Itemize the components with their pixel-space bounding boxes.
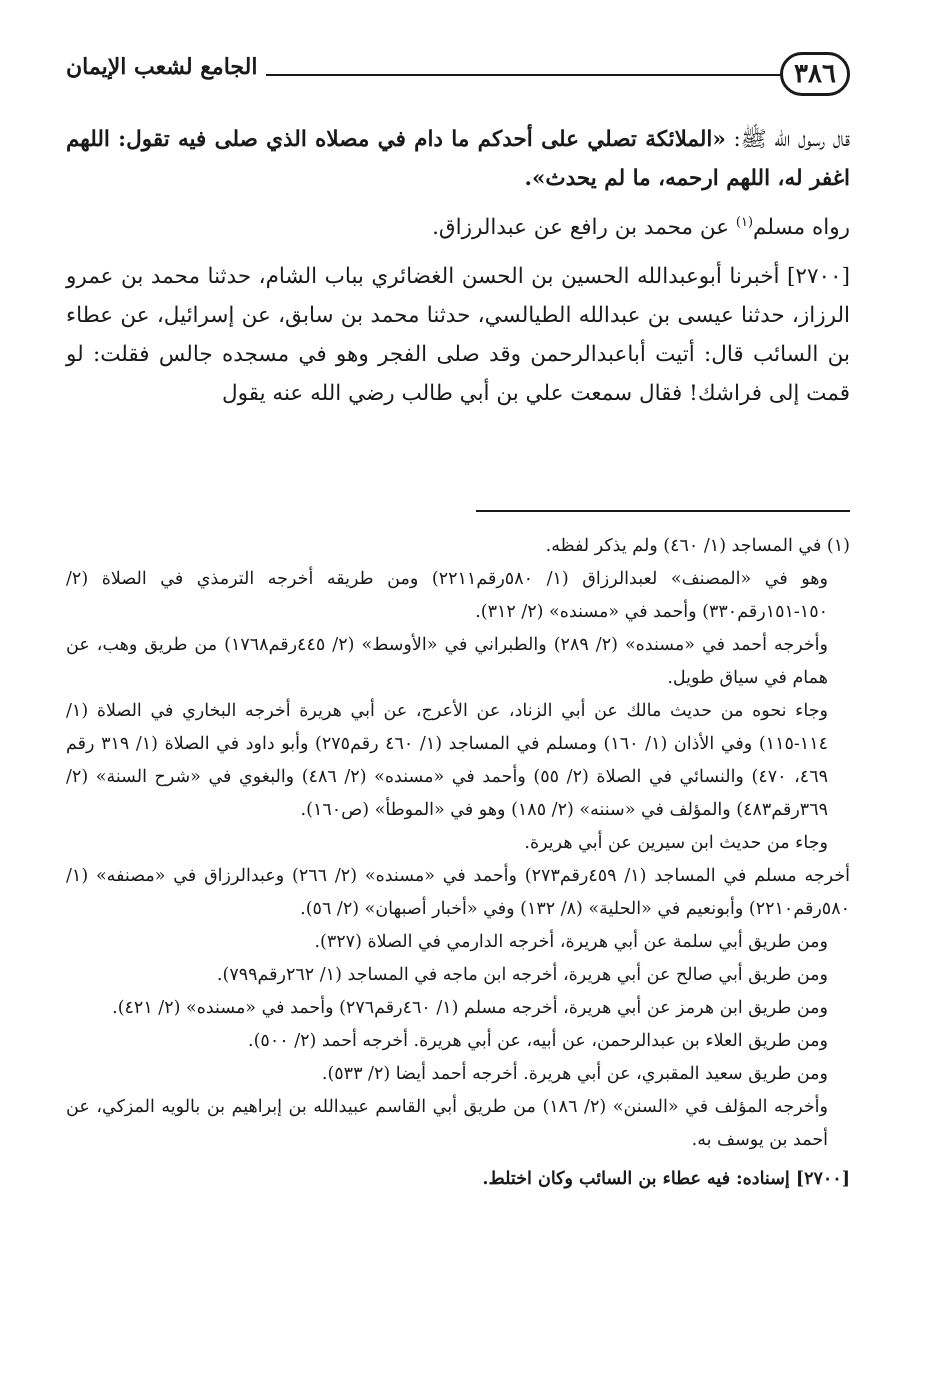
book-page bbox=[66, 40, 850, 1340]
page-header bbox=[66, 46, 850, 110]
footnote-line: وجاء من حديث ابن سيرين عن أبي هريرة. bbox=[524, 833, 828, 853]
hadith-text: «الملائكة تصلي على أحدكم ما دام في مصلاه الذي صلى فيه تقول: اللهم اغفر له، اللهم ارحمه، ما لم يحدث». bbox=[66, 127, 850, 191]
footnote-line: أخرجه مسلم في المساجد (١/ ٤٥٩رقم٢٧٣) وأحمد في «مسنده» (٢/ ٢٦٦) وعبدالرزاق في «مصنفه» (١/ ٥٨٠رقم٢٢١٠) وأبونعيم في «الحلية» (٨/ ١٣٢) وفي «أخبار أصبهان» (٢/ ٥٦). bbox=[66, 866, 851, 919]
footnote-reference: (١) bbox=[735, 214, 754, 230]
footnote-1: (١) في المساجد (١/ ٤٦٠) ولم يذكر لفظه. bbox=[545, 536, 850, 556]
footnote-line: ومن طريق سعيد المقبري، عن أبي هريرة. أخرجه أحمد أيضا (٢/ ٥٣٣). bbox=[321, 1064, 828, 1084]
header-rule bbox=[266, 74, 782, 76]
isnad-note: [٢٧٠٠] إسناده: فيه عطاء بن السائب وكان اختلط. bbox=[482, 1169, 850, 1189]
footnote-separator bbox=[476, 510, 850, 512]
hadith-intro: قال رسول الله ﷺ: bbox=[725, 127, 851, 152]
footnote-line: وأخرجه المؤلف في «السنن» (٢/ ١٨٦) من طريق أبي القاسم عبيدالله بن إبراهيم بن بالويه المزكي، عن أحمد بن يوسف به. bbox=[66, 1097, 828, 1150]
footnote-line: ومن طريق أبي سلمة عن أبي هريرة، أخرجه الدارمي في الصلاة (٣٢٧). bbox=[314, 932, 828, 952]
footnote-line: ومن طريق ابن هرمز عن أبي هريرة، أخرجه مسلم (١/ ٤٦٠رقم٢٧٦) وأحمد في «مسنده» (٢/ ٤٢١). bbox=[112, 998, 828, 1018]
running-title: الجامع لشعب الإيمان bbox=[66, 54, 258, 80]
footnote-line: وجاء نحوه من حديث مالك عن أبي الزناد، عن الأعرج، عن أبي هريرة أخرجه البخاري في الصلاة (١/ ١١٤-١١٥) وفي الأذان (١/ ١٦٠) ومسلم في المساجد (١/ ٤٦٠ رقم٢٧٥) وأبو داود في الصلاة (١/ ٣١٩ رقم ٤٦٩، ٤٧٠) والنسائي في الصلاة (٢/ ٥٥) وأحمد في «مسنده» (٢/ ٤٨٦) والبغوي في «شرح السنة» (٢/ ٣٦٩رقم٤٨٣) والمؤلف في «سننه» (٢/ ١٨٥) وهو في «الموطأ» (ص١٦٠). bbox=[66, 701, 828, 820]
hadith-paragraph bbox=[66, 120, 850, 198]
footnote-line: وهو في «المصنف» لعبدالرزاق (١/ ٥٨٠رقم٢٢١١) ومن طريقه أخرجه الترمذي في الصلاة (٢/ ١٥٠-١٥١رقم٣٣٠) وأحمد في «مسنده» (٢/ ٣١٢). bbox=[66, 569, 828, 622]
page-number: ٣٨٦ bbox=[780, 52, 850, 96]
footnotes bbox=[66, 530, 850, 1196]
main-text bbox=[66, 120, 850, 423]
narration-after-ref: عن محمد بن رافع عن عبدالرزاق. bbox=[432, 215, 736, 240]
isnad-paragraph: [٢٧٠٠] أخبرنا أبوعبدالله الحسين بن الحسن الغضائري بباب الشام، حدثنا محمد بن عمرو الرزاز، حدثنا عيسى بن عبدالله الطيالسي، حدثنا محمد بن سابق، عن إسرائيل، عن عطاء بن السائب قال: أتيت أباعبدالرحمن وقد صلى الفجر وهو في مسجده جالس فقلت: لو قمت إلى فراشك! فقال سمعت علي بن أبي طالب رضي الله عنه يقول bbox=[66, 264, 850, 406]
footnote-line: ومن طريق العلاء بن عبدالرحمن، عن أبيه، عن أبي هريرة. أخرجه أحمد (٢/ ٥٠٠). bbox=[248, 1031, 828, 1051]
footnote-line: وأخرجه أحمد في «مسنده» (٢/ ٢٨٩) والطبراني في «الأوسط» (٢/ ٤٤٥رقم١٧٦٨) من طريق وهب، عن همام في سياق طويل. bbox=[66, 635, 828, 688]
narration-before-ref: رواه مسلم bbox=[753, 215, 850, 240]
footnote-line: ومن طريق أبي صالح عن أبي هريرة، أخرجه ابن ماجه في المساجد (١/ ٢٦٢رقم٧٩٩). bbox=[216, 965, 828, 985]
narration-paragraph bbox=[66, 208, 850, 247]
